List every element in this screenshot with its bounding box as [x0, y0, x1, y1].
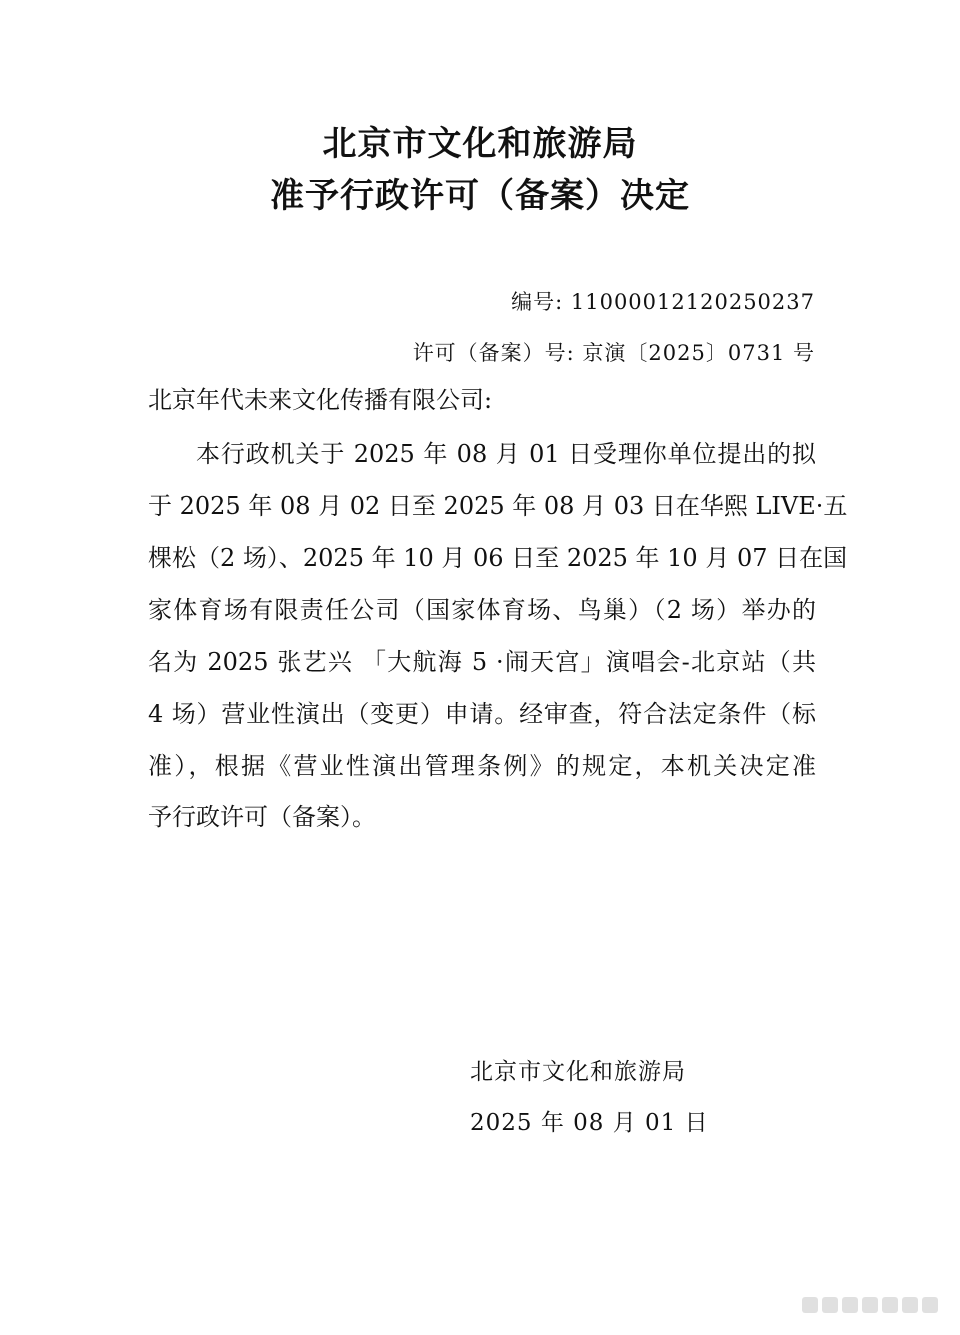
license-number: 许可（备案）号: 京演〔2025〕0731 号 [412, 341, 815, 365]
signature-date: 2025 年 08 月 01 日 [470, 1110, 709, 1136]
body-line-8: 予行政许可（备案）。 [148, 803, 376, 831]
document-number: 编号: 11000012120250237 [511, 290, 815, 314]
body-line-2: 于 2025 年 08 月 02 日至 2025 年 08 月 03 日在华熙 LIVE·五 [148, 492, 848, 520]
body-line-7: 准），根据《营业性演出管理条例》的规定，本机关决定准 [148, 752, 816, 780]
body-line-6: 4 场）营业性演出（变更）申请。经审查，符合法定条件（标 [148, 700, 816, 728]
signature-organization: 北京市文化和旅游局 [470, 1059, 686, 1085]
watermark-icon [800, 1291, 950, 1319]
document-title-line2: 准予行政许可（备案）决定 [270, 176, 690, 216]
addressee: 北京年代未来文化传播有限公司: [148, 386, 493, 414]
document-title-line1: 北京市文化和旅游局 [322, 124, 638, 164]
body-line-3: 棵松（2 场）、2025 年 10 月 06 日至 2025 年 10 月 07 日在国 [148, 544, 848, 572]
body-line-4: 家体育场有限责任公司（国家体育场、鸟巢）（2 场）举办的 [148, 596, 816, 624]
body-line-1: 本行政机关于 2025 年 08 月 01 日受理你单位提出的拟 [196, 440, 816, 468]
body-line-5: 名为 2025 张艺兴 「大航海 5 ·闹天宫」演唱会-北京站（共 [148, 648, 816, 676]
